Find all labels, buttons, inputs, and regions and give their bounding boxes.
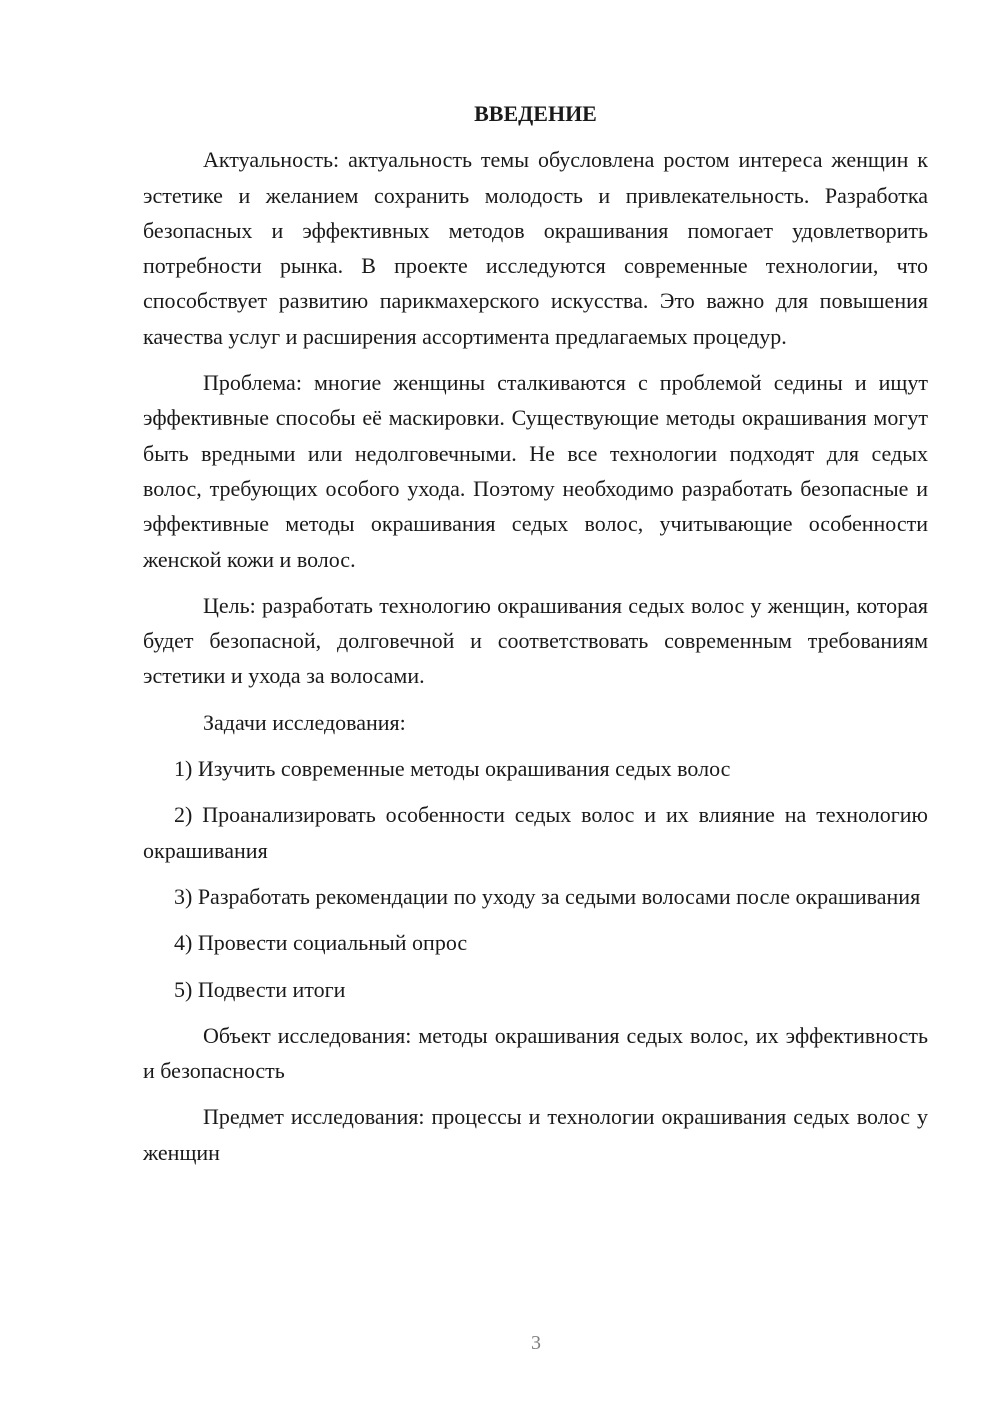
task-item-1: 1) Изучить современные методы окрашивания седых волос	[174, 756, 731, 782]
task-item-3: 3) Разработать рекомендации по уходу за седыми волосами после окрашивания	[174, 883, 921, 909]
task-item-5: 5) Подвести итоги	[174, 976, 346, 1002]
section-title: ВВЕДЕНИЕ	[474, 101, 597, 126]
paragraph-subject: Предмет исследования: процессы и технологии окрашивания седых волос у женщин	[143, 1104, 928, 1165]
task-item-4: 4) Провести социальный опрос	[174, 930, 468, 956]
paragraph-relevance: Актуальность: актуальность темы обусловлена ростом интереса женщин к эстетике и желанием сохранить молодость и привлекательность. Разработка безопасных и эффективных методов окрашивания помогает удовлетворить потребности рынка. В проекте исследуются современные технологии, что способствует развитию парикмахерского искусства. Это важно для повышения качества услуг и расширения ассортимента предлагаемых процедур.	[143, 147, 928, 349]
task-item-2: 2) Проанализировать особенности седых волос и их влияние на технологию окрашивания	[143, 802, 928, 863]
tasks-heading: Задачи исследования:	[203, 709, 406, 735]
paragraph-problem: Проблема: многие женщины сталкиваются с проблемой седины и ищут эффективные способы её маскировки. Существующие методы окрашивания могут быть вредными или недолговечными. Не все технологии подходят для седых волос, требующих особого ухода. Поэтому необходимо разработать безопасные и эффективные методы окрашивания седых волос, учитывающие особенности женской кожи и волос.	[143, 370, 928, 572]
page-body	[143, 96, 928, 1181]
paragraph-object: Объект исследования: методы окрашивания седых волос, их эффективность и безопасность	[143, 1022, 928, 1084]
page-number: 3	[531, 1332, 541, 1354]
paragraph-goal: Цель: разработать технологию окрашивания седых волос у женщин, которая будет безопасной, долговечной и соответствовать современным требованиям эстетики и ухода за волосами.	[143, 592, 928, 689]
